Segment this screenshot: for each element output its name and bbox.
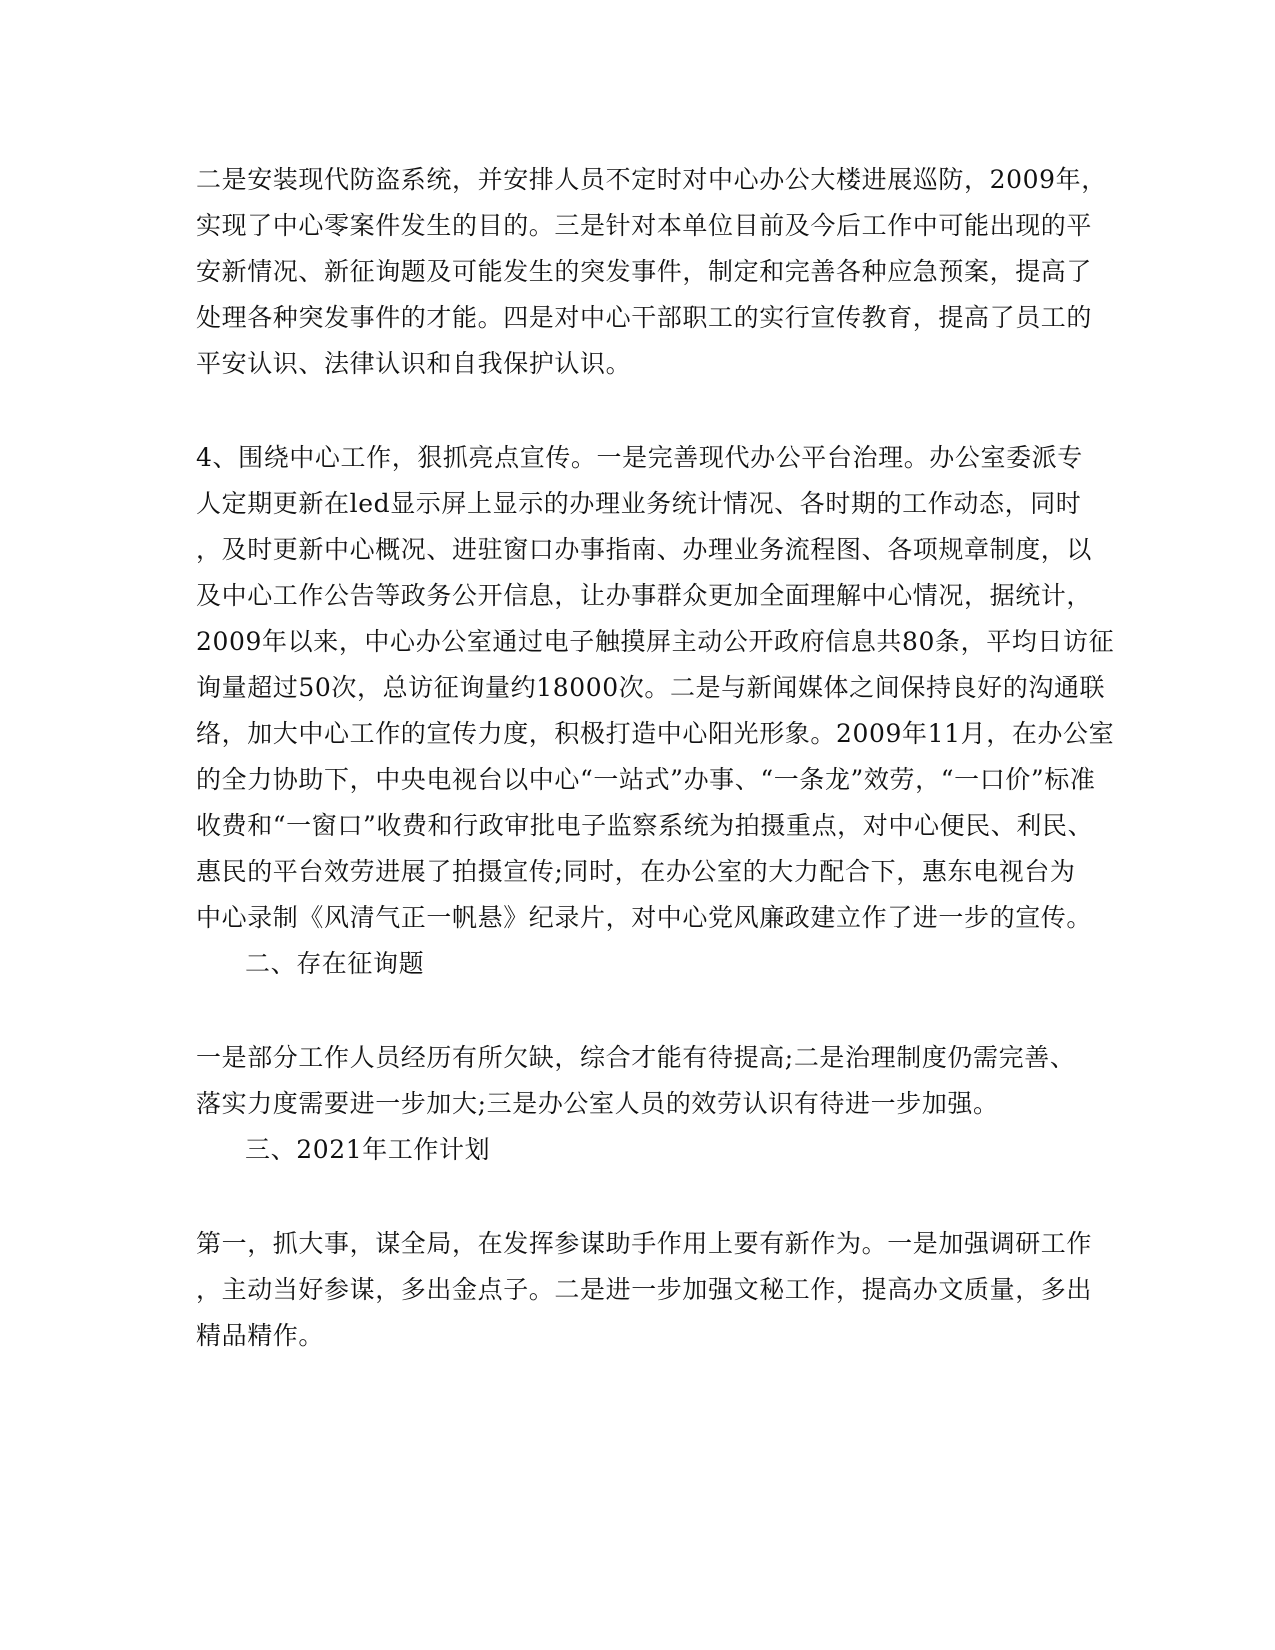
section-heading-plan: 三、2021年工作计划	[245, 1135, 491, 1164]
paragraph-line: 安新情况、新征询题及可能发生的突发事件，制定和完善各种应急预案，提高了	[196, 257, 1093, 286]
paragraph-line: 收费和“一窗口”收费和行政审批电子监察系统为拍摄重点，对中心便民、利民、	[196, 811, 1094, 840]
paragraph-line: 惠民的平台效劳进展了拍摄宣传;同时，在办公室的大力配合下，惠东电视台为	[196, 857, 1076, 886]
paragraph-line: 精品精作。	[196, 1321, 325, 1350]
paragraph-line: 4、围绕中心工作，狠抓亮点宣传。一是完善现代办公平台治理。办公室委派专	[196, 443, 1083, 472]
paragraph-line: 询量超过50次，总访征询量约18000次。二是与新闻媒体之间保持良好的沟通联	[196, 673, 1106, 702]
paragraph-line: ，及时更新中心概况、进驻窗口办事指南、办理业务流程图、各项规章制度，以	[196, 535, 1093, 564]
paragraph-line: 第一，抓大事，谋全局，在发挥参谋助手作用上要有新作为。一是加强调研工作	[196, 1229, 1093, 1258]
section-heading-problems: 二、存在征询题	[245, 949, 425, 978]
paragraph-line: 落实力度需要进一步加大;三是办公室人员的效劳认识有待进一步加强。	[196, 1089, 999, 1118]
paragraph-line: 二是安装现代防盗系统，并安排人员不定时对中心办公大楼进展巡防，2009年，	[196, 165, 1107, 194]
paragraph-line: 人定期更新在led显示屏上显示的办理业务统计情况、各时期的工作动态，同时	[196, 489, 1082, 518]
paragraph-line: 处理各种突发事件的才能。四是对中心干部职工的实行宣传教育，提高了员工的	[196, 303, 1093, 332]
paragraph-line: ，主动当好参谋，多出金点子。二是进一步加强文秘工作，提高办文质量，多出	[196, 1275, 1093, 1304]
paragraph-line: 实现了中心零案件发生的目的。三是针对本单位目前及今后工作中可能出现的平	[196, 211, 1093, 240]
paragraph-line: 络，加大中心工作的宣传力度，积极打造中心阳光形象。2009年11月，在办公室	[196, 719, 1115, 748]
paragraph-line: 中心录制《风清气正一帆悬》纪录片，对中心党风廉政建立作了进一步的宣传。	[196, 903, 1093, 932]
paragraph-line: 2009年以来，中心办公室通过电子触摸屏主动公开政府信息共80条，平均日访征	[196, 627, 1115, 656]
paragraph-line: 及中心工作公告等政务公开信息，让办事群众更加全面理解中心情况，据统计，	[196, 581, 1093, 610]
paragraph-line: 平安认识、法律认识和自我保护认识。	[196, 349, 632, 378]
paragraph-line: 一是部分工作人员经历有所欠缺，综合才能有待提高;二是治理制度仍需完善、	[196, 1043, 1076, 1072]
paragraph-line: 的全力协助下，中央电视台以中心“一站式”办事、“一条龙”效劳，“一口价”标准	[196, 765, 1096, 794]
